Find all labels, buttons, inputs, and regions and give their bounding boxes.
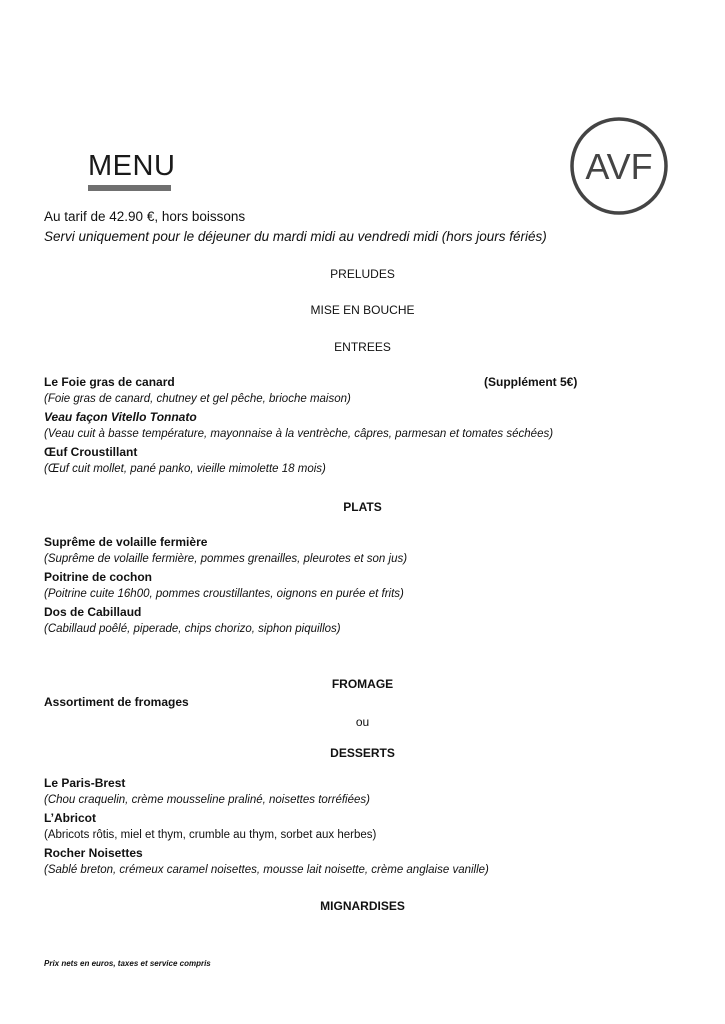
section-preludes: PRELUDES	[330, 267, 395, 281]
plat-name: Poitrine de cochon	[44, 570, 153, 584]
price-line: Au tarif de 42.90 €, hors boissons	[44, 209, 246, 224]
footer-note: Prix nets en euros, taxes et service compris	[44, 959, 211, 968]
entree-name: Le Foie gras de canard	[44, 375, 175, 389]
page-title: MENU	[88, 150, 176, 182]
entree-description: (Veau cuit à basse température, mayonnaise à la ventrèche, câpres, parmesan et tomates séchées)	[44, 428, 554, 440]
plat-description: (Cabillaud poêlé, piperade, chips chorizo, siphon piquillos)	[44, 623, 341, 635]
plat-name: Dos de Cabillaud	[44, 605, 142, 619]
section-mise-en-bouche: MISE EN BOUCHE	[310, 303, 415, 317]
entree-description: (Foie gras de canard, chutney et gel pêche, brioche maison)	[44, 393, 351, 405]
section-desserts: DESSERTS	[330, 746, 395, 760]
dessert-description: (Chou craquelin, crème mousseline praliné, noisettes torréfiées)	[44, 794, 370, 806]
avf-logo	[569, 116, 669, 216]
supplement-note: (Supplément 5€)	[484, 375, 578, 389]
or-separator: ou	[355, 715, 370, 729]
logo-text: AVF	[585, 146, 653, 187]
entree-name: Œuf Croustillant	[44, 445, 138, 459]
dessert-description: (Abricots rôtis, miel et thym, crumble au thym, sorbet aux herbes)	[44, 829, 377, 841]
plat-description: (Suprême de volaille fermière, pommes grenailles, pleurotes et son jus)	[44, 553, 408, 565]
dessert-description: (Sablé breton, crémeux caramel noisettes, mousse lait noisette, crème anglaise vanille)	[44, 864, 489, 876]
section-plats: PLATS	[343, 500, 382, 514]
entree-description: (Œuf cuit mollet, pané panko, vieille mimolette 18 mois)	[44, 463, 326, 475]
section-entrees: ENTREES	[334, 340, 391, 354]
availability-note: Servi uniquement pour le déjeuner du mardi midi au vendredi midi (hors jours fériés)	[44, 229, 547, 244]
plat-description: (Poitrine cuite 16h00, pommes croustillantes, oignons en purée et frits)	[44, 588, 404, 600]
fromage-item: Assortiment de fromages	[44, 695, 189, 709]
title-underline	[88, 185, 171, 191]
section-mignardises: MIGNARDISES	[320, 899, 405, 913]
dessert-name: Le Paris-Brest	[44, 776, 126, 790]
dessert-name: Rocher Noisettes	[44, 846, 143, 860]
dessert-name: L’Abricot	[44, 811, 97, 825]
section-fromage: FROMAGE	[331, 677, 394, 691]
entree-name: Veau façon Vitello Tonnato	[44, 410, 197, 424]
plat-name: Suprême de volaille fermière	[44, 535, 208, 549]
